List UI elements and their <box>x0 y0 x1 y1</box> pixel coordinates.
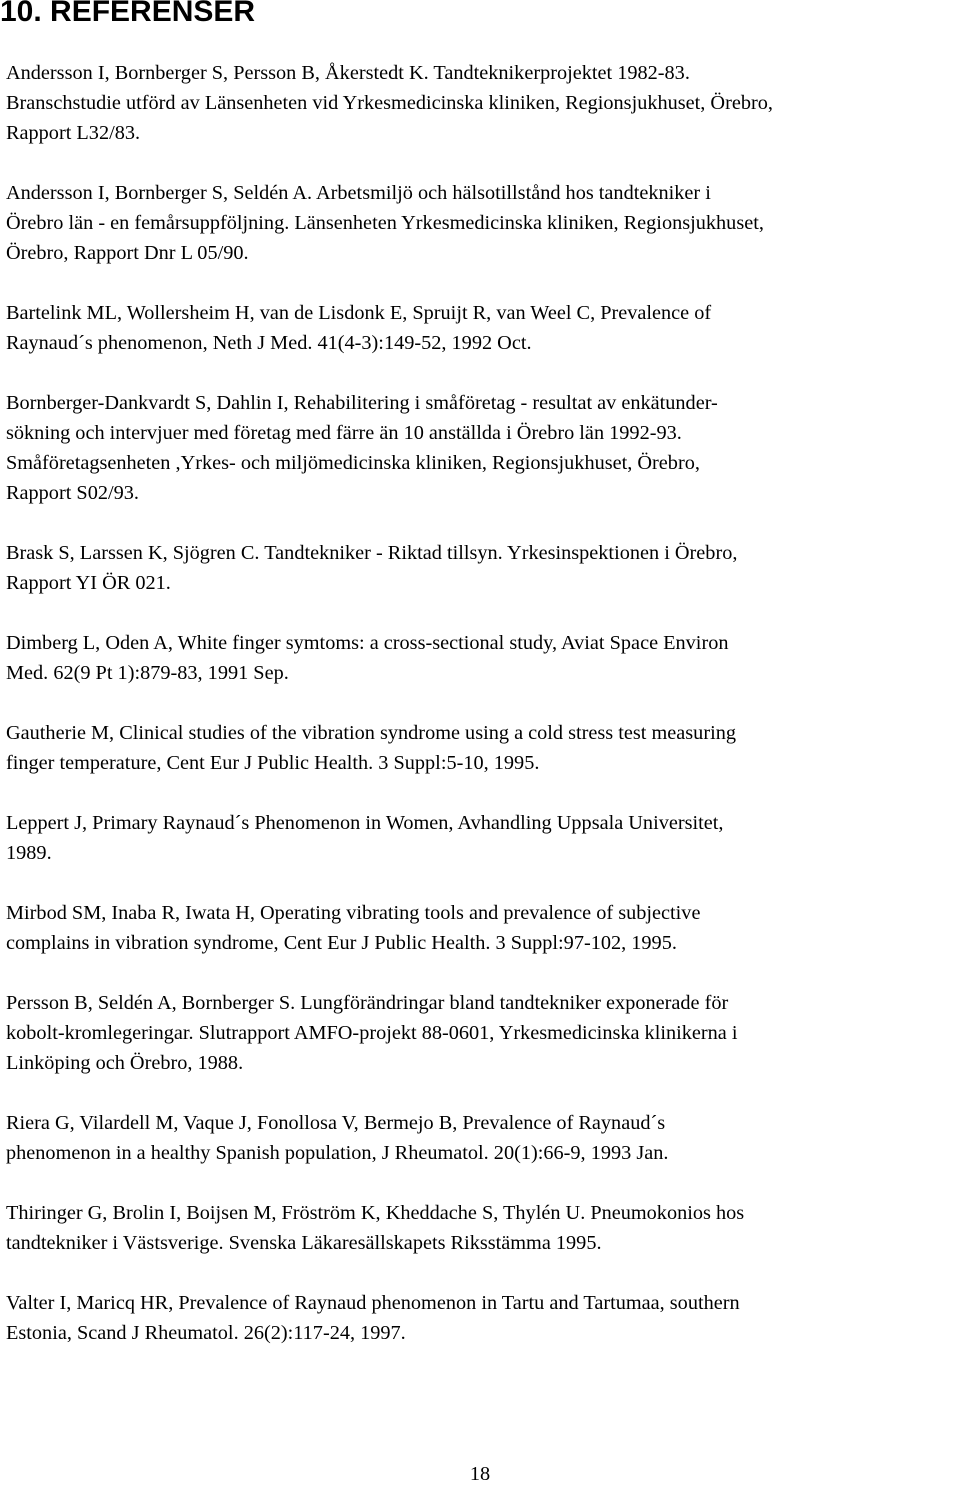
reference-line: complains in vibration syndrome, Cent Eur J Public Health. 3 Suppl:97-102, 1995. <box>6 932 677 954</box>
reference-line: sökning och intervjuer med företag med färre än 10 anställda i Örebro län 1992-93. <box>6 422 682 444</box>
reference-entry <box>6 1198 936 1258</box>
reference-line: Örebro, Rapport Dnr L 05/90. <box>6 242 249 264</box>
reference-line: Bornberger-Dankvardt S, Dahlin I, Rehabilitering i småföretag - resultat av enkätunder- <box>6 392 718 414</box>
reference-line: Rapport S02/93. <box>6 482 139 504</box>
reference-line: Bartelink ML, Wollersheim H, van de Lisdonk E, Spruijt R, van Weel C, Prevalence of <box>6 302 712 324</box>
reference-line: Raynaud´s phenomenon, Neth J Med. 41(4-3):149-52, 1992 Oct. <box>6 332 532 354</box>
reference-entry <box>6 388 936 508</box>
reference-entry <box>6 718 936 778</box>
reference-entry <box>6 538 936 598</box>
reference-line: Andersson I, Bornberger S, Persson B, Åkerstedt K. Tandteknikerprojektet 1982-83. <box>6 62 690 84</box>
reference-line: kobolt-kromlegeringar. Slutrapport AMFO-projekt 88-0601, Yrkesmedicinska klinikerna i <box>6 1022 738 1044</box>
reference-line: Leppert J, Primary Raynaud´s Phenomenon in Women, Avhandling Uppsala Universitet, <box>6 812 724 834</box>
reference-line: tandtekniker i Västsverige. Svenska Läkaresällskapets Riksstämma 1995. <box>6 1232 602 1254</box>
reference-entry <box>6 298 936 358</box>
reference-entry <box>6 808 936 868</box>
reference-line: finger temperature, Cent Eur J Public Health. 3 Suppl:5-10, 1995. <box>6 752 540 774</box>
section-heading: 10. REFERENSER <box>0 0 256 28</box>
reference-line: Mirbod SM, Inaba R, Iwata H, Operating vibrating tools and prevalence of subjective <box>6 902 701 924</box>
reference-entry <box>6 58 936 148</box>
reference-entry <box>6 628 936 688</box>
reference-line: Gautherie M, Clinical studies of the vibration syndrome using a cold stress test measuring <box>6 722 736 744</box>
reference-line: Rapport YI ÖR 021. <box>6 572 171 594</box>
reference-entry <box>6 988 936 1078</box>
reference-line: Rapport L32/83. <box>6 122 141 144</box>
reference-line: Linköping och Örebro, 1988. <box>6 1052 244 1074</box>
reference-line: Persson B, Seldén A, Bornberger S. Lungförändringar bland tandtekniker exponerade för <box>6 992 729 1014</box>
reference-line: Branschstudie utförd av Länsenheten vid Yrkesmedicinska kliniken, Regionsjukhuset, Örebro, <box>6 92 773 114</box>
page-number: 18 <box>469 1463 491 1485</box>
reference-entry <box>6 178 936 268</box>
reference-line: phenomenon in a healthy Spanish population, J Rheumatol. 20(1):66-9, 1993 Jan. <box>6 1142 669 1164</box>
reference-entry <box>6 1108 936 1168</box>
reference-entry <box>6 1288 936 1348</box>
reference-line: Andersson I, Bornberger S, Seldén A. Arbetsmiljö och hälsotillstånd hos tandtekniker i <box>6 182 711 204</box>
reference-line: Brask S, Larssen K, Sjögren C. Tandtekniker - Riktad tillsyn. Yrkesinspektionen i Örebro, <box>6 542 738 564</box>
reference-line: Estonia, Scand J Rheumatol. 26(2):117-24, 1997. <box>6 1322 406 1344</box>
reference-line: Valter I, Maricq HR, Prevalence of Raynaud phenomenon in Tartu and Tartumaa, southern <box>6 1292 740 1314</box>
reference-line: Småföretagsenheten ,Yrkes- och miljömedicinska kliniken, Regionsjukhuset, Örebro, <box>6 452 700 474</box>
reference-line: Riera G, Vilardell M, Vaque J, Fonollosa V, Bermejo B, Prevalence of Raynaud´s <box>6 1112 666 1134</box>
reference-line: Med. 62(9 Pt 1):879-83, 1991 Sep. <box>6 662 289 684</box>
reference-line: Örebro län - en femårsuppföljning. Länsenheten Yrkesmedicinska kliniken, Regionsjukhuset, <box>6 212 764 234</box>
reference-list <box>6 58 936 1378</box>
reference-entry <box>6 898 936 958</box>
reference-line: 1989. <box>6 842 52 864</box>
reference-line: Thiringer G, Brolin I, Boijsen M, Fröström K, Kheddache S, Thylén U. Pneumokonios hos <box>6 1202 745 1224</box>
reference-line: Dimberg L, Oden A, White finger symtoms: a cross-sectional study, Aviat Space Environ <box>6 632 729 654</box>
